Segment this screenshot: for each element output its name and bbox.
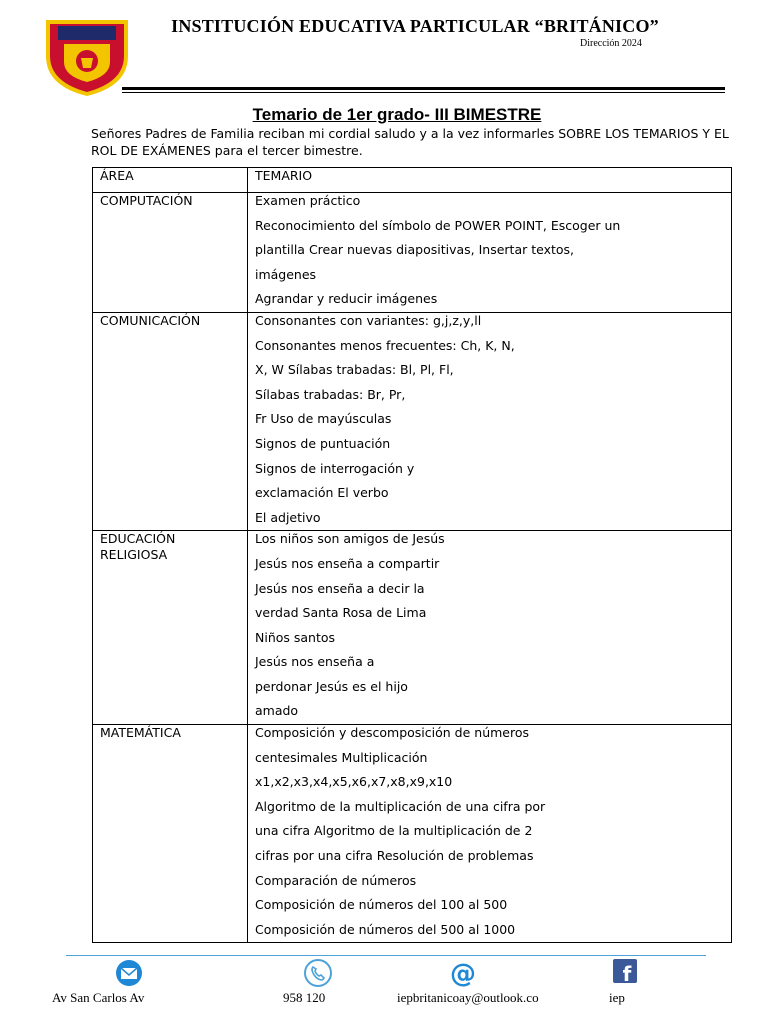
topic-item: Composición y descomposición de números xyxy=(255,725,530,741)
topic-item: Comparación de números xyxy=(255,872,417,888)
topic-item: perdonar Jesús es el hijo xyxy=(255,678,408,694)
at-sign-icon xyxy=(448,958,478,992)
area-cell: COMPUTACIÓN xyxy=(93,193,248,313)
topic-item: Composición de números del 500 al 1000 xyxy=(255,921,516,937)
envelope-icon xyxy=(114,958,144,992)
header-divider-thin xyxy=(122,92,725,93)
topic-item: verdad Santa Rosa de Lima xyxy=(255,605,427,621)
footer-divider xyxy=(66,955,706,956)
area-cell: COMUNICACIÓN xyxy=(93,312,248,530)
temario-cell xyxy=(248,531,732,725)
footer-email[interactable]: iepbritanicoay@outlook.co xyxy=(397,990,539,1005)
topic-item: Los niños son amigos de Jesús xyxy=(255,531,445,547)
phone-icon xyxy=(302,958,334,992)
intro-paragraph: Señores Padres de Familia reciban mi cordial saludo y a la vez informarles SOBRE LOS TEMARIOS Y EL ROL DE EXÁMENES para el tercer bimestre. xyxy=(91,126,729,158)
topic-item: Jesús nos enseña a decir la xyxy=(255,580,425,596)
topic-item: exclamación El verbo xyxy=(255,485,389,501)
topic-item: centesimales Multiplicación xyxy=(255,749,428,765)
topic-item: cifras por una cifra Resolución de problemas xyxy=(255,848,534,864)
table-row xyxy=(93,193,732,313)
area-cell: MATEMÁTICA xyxy=(93,725,248,943)
topic-item: Jesús nos enseña a compartir xyxy=(255,555,440,571)
institution-title: INSTITUCIÓN EDUCATIVA PARTICULAR “BRITÁNICO” xyxy=(171,16,659,36)
header-subtitle: Dirección 2024 xyxy=(580,38,642,49)
topic-item: imágenes xyxy=(255,266,317,282)
topic-item: Consonantes con variantes: g,j,z,y,ll xyxy=(255,312,482,328)
svg-text:@: @ xyxy=(450,959,476,988)
topic-item: Sílabas trabadas: Br, Pr, xyxy=(255,386,406,402)
header-divider xyxy=(122,87,725,90)
topic-item: Composición de números del 100 al 500 xyxy=(255,897,508,913)
school-crest-logo xyxy=(44,16,130,98)
topic-item: Reconocimiento del símbolo de POWER POINT, Escoger un xyxy=(255,217,621,233)
temario-cell xyxy=(248,725,732,943)
temario-table xyxy=(92,167,732,943)
topic-item: x1,x2,x3,x4,x5,x6,x7,x8,x9,x10 xyxy=(255,774,453,790)
topic-item: Signos de puntuación xyxy=(255,435,391,451)
topic-item: Consonantes menos frecuentes: Ch, K, N, xyxy=(255,337,515,353)
svg-text:f: f xyxy=(622,962,632,984)
footer-phone: 958 120 xyxy=(283,990,326,1005)
topic-item: Jesús nos enseña a xyxy=(255,654,375,670)
topic-item: Examen práctico xyxy=(255,193,361,208)
topic-item: Niños santos xyxy=(255,629,336,645)
temario-cell xyxy=(248,193,732,313)
topic-item: Fr Uso de mayúsculas xyxy=(255,411,392,427)
facebook-icon xyxy=(613,958,637,988)
table-row xyxy=(93,531,732,725)
temario-cell xyxy=(248,312,732,530)
header-area: ÁREA xyxy=(93,168,248,193)
table-row xyxy=(93,725,732,943)
topic-item: El adjetivo xyxy=(255,509,321,525)
footer-facebook[interactable]: iep xyxy=(609,990,625,1005)
footer-address: Av San Carlos Av xyxy=(52,990,145,1005)
table-row xyxy=(93,312,732,530)
topic-item: plantilla Crear nuevas diapositivas, Insertar textos, xyxy=(255,242,575,258)
topic-item: una cifra Algoritmo de la multiplicación de 2 xyxy=(255,823,533,839)
area-cell: EDUCACIÓN RELIGIOSA xyxy=(93,531,248,725)
topic-item: amado xyxy=(255,703,299,719)
topic-item: X, W Sílabas trabadas: Bl, Pl, Fl, xyxy=(255,362,454,378)
document-title: Temario de 1er grado- III BIMESTRE xyxy=(252,105,542,124)
header-temario: TEMARIO xyxy=(248,168,732,193)
topic-item: Signos de interrogación y xyxy=(255,460,415,476)
topic-item: Agrandar y reducir imágenes xyxy=(255,291,438,307)
topic-item: Algoritmo de la multiplicación de una cifra por xyxy=(255,798,546,814)
